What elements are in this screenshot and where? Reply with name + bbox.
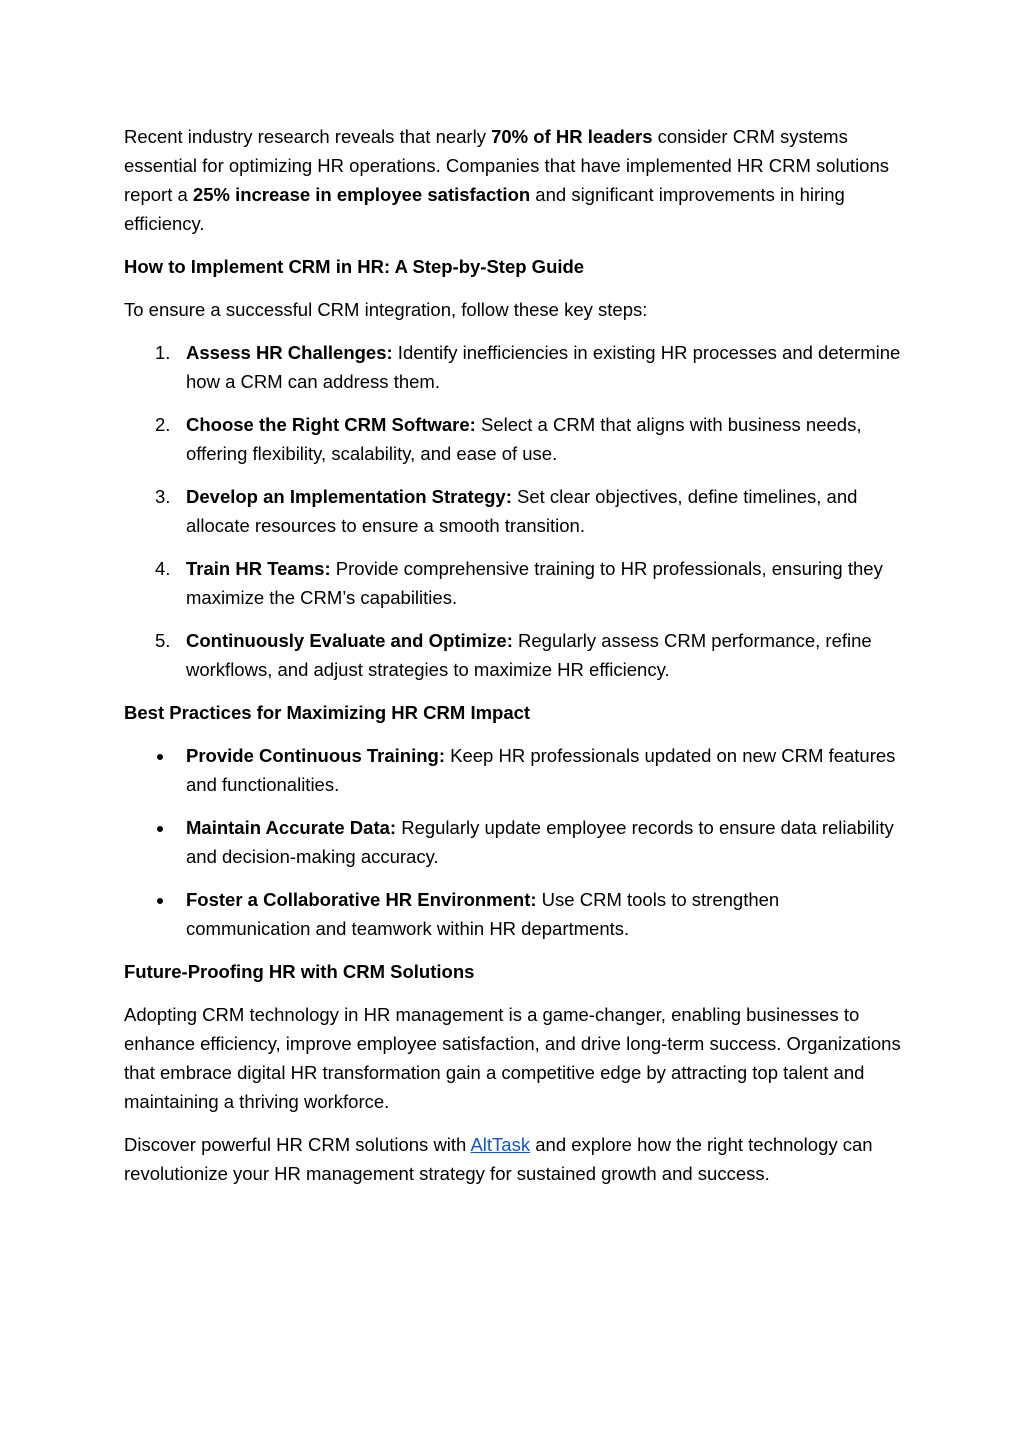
bullet-icon [157,754,163,760]
list-item-text: Set clear objectives, define timelines, and allocate resources to ensure a smooth transition. [186,486,858,536]
list-item [124,482,904,540]
intro-paragraph [124,122,904,238]
list-item-title: Train HR Teams: [186,558,331,579]
list-item-title: Foster a Collaborative HR Environment: [186,889,537,910]
list-number: 2. [155,414,171,435]
closing-text-2: and explore how the right technology can revolutionize your HR management strategy for sustained growth and success. [124,1134,873,1184]
intro-text-3: and significant improvements in hiring efficiency. [124,184,845,234]
list-item-text: Identify inefficiencies in existing HR processes and determine how a CRM can address them. [186,342,901,392]
intro-text-2: consider CRM systems essential for optimizing HR operations. Companies that have implemented HR CRM solutions report a [124,126,890,205]
section-heading-best-practices: Best Practices for Maximizing HR CRM Impact [124,702,531,723]
list-item-text: Regularly update employee records to ensure data reliability and decision-making accuracy. [186,817,894,867]
list-item-title: Assess HR Challenges: [186,342,393,363]
list-item [124,338,904,396]
list-item-title: Choose the Right CRM Software: [186,414,476,435]
list-item-text: Select a CRM that aligns with business needs, offering flexibility, scalability, and ease of use. [186,414,862,464]
section-heading-implement: How to Implement CRM in HR: A Step-by-Step Guide [124,256,585,277]
list-item-title: Develop an Implementation Strategy: [186,486,512,507]
steps-lead-text: To ensure a successful CRM integration, follow these key steps: [124,299,648,320]
closing-text-1: Discover powerful HR CRM solutions with [124,1134,471,1155]
list-item [124,741,904,799]
list-item-title: Maintain Accurate Data: [186,817,397,838]
list-number: 1. [155,342,171,363]
intro-text-1: Recent industry research reveals that nearly [124,126,492,147]
list-item-text: Use CRM tools to strengthen communication and teamwork within HR departments. [186,889,780,939]
list-item-text: Regularly assess CRM performance, refine workflows, and adjust strategies to maximize HR efficiency. [186,630,872,680]
bullet-icon [157,826,163,832]
steps-list [124,338,904,684]
list-item-text: Keep HR professionals updated on new CRM features and functionalities. [186,745,896,795]
list-item [124,554,904,612]
list-number: 3. [155,486,171,507]
list-item-title: Provide Continuous Training: [186,745,445,766]
list-item-title: Continuously Evaluate and Optimize: [186,630,513,651]
list-number: 4. [155,558,171,579]
list-number: 5. [155,630,171,651]
section-heading-future-proofing: Future-Proofing HR with CRM Solutions [124,961,475,982]
list-item [124,885,904,943]
future-proofing-paragraph: Adopting CRM technology in HR management is a game-changer, enabling businesses to enhance efficiency, improve employee satisfaction, and drive long-term success. Organizations that embrace digital HR transformation gain a competitive edge by attracting top talent and maintaining a thriving workforce. [124,1004,901,1112]
best-practices-list [124,741,904,943]
intro-stat-hr-leaders: 70% of HR leaders [491,126,653,147]
document-page [124,122,904,1202]
intro-stat-satisfaction: 25% increase in employee satisfaction [192,184,531,205]
bullet-icon [157,898,163,904]
list-item [124,626,904,684]
alttask-link[interactable]: AltTask [470,1134,531,1155]
list-item [124,813,904,871]
list-item [124,410,904,468]
list-item-text: Provide comprehensive training to HR professionals, ensuring they maximize the CRM’s capabilities. [186,558,883,608]
closing-paragraph [124,1130,904,1188]
